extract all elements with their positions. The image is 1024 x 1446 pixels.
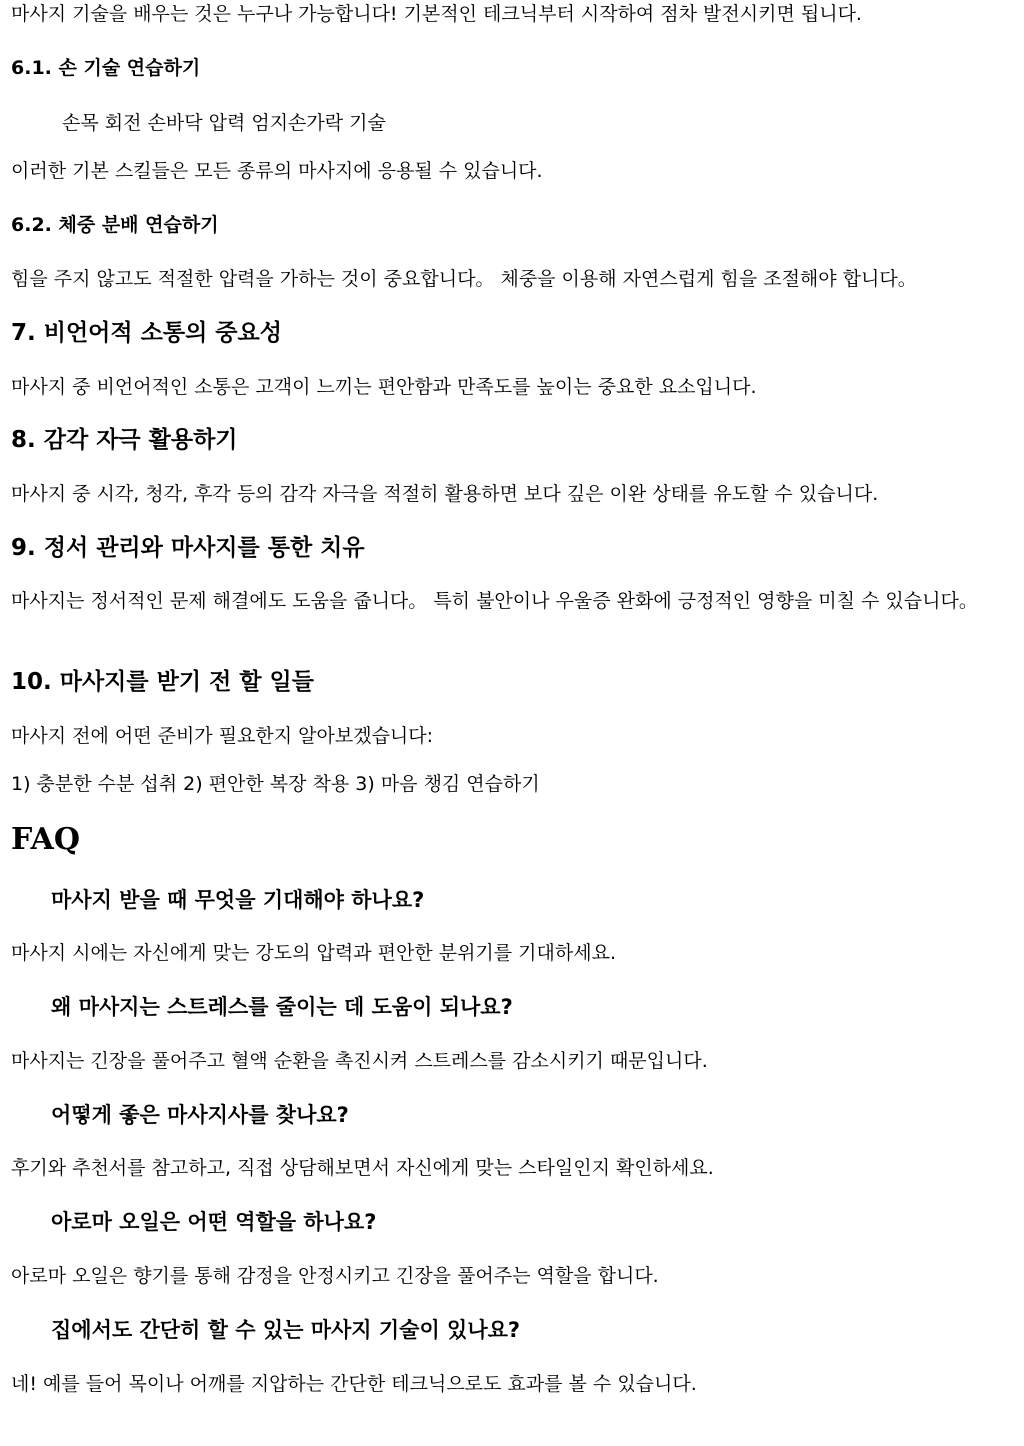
faq-answer: 아로마 오일은 향기를 통해 감정을 안정시키고 긴장을 풀어주는 역할을 합니다. [11,1265,659,1287]
section-8-paragraph: 마사지 중 시각, 청각, 후각 등의 감각 자극을 적절히 활용하면 보다 깊은 이완 상태를 유도할 수 있습니다. [11,483,879,505]
hand-skills-list: 손목 회전 손바닥 압력 엄지손가락 기술 [62,112,386,134]
section-6-1-paragraph: 이러한 기본 스킬들은 모든 종류의 마사지에 응용될 수 있습니다. [11,160,543,182]
section-7-heading: 7. 비언어적 소통의 중요성 [11,320,282,346]
faq-answer: 마사지는 긴장을 풀어주고 혈액 순환을 촉진시켜 스트레스를 감소시키기 때문입니다. [11,1050,708,1072]
section-6-2-heading: 6.2. 체중 분배 연습하기 [11,214,219,236]
intro-paragraph: 마사지 기술을 배우는 것은 누구나 가능합니다! 기본적인 테크닉부터 시작하여 점차 발전시키면 됩니다. [11,3,862,25]
section-6-2-paragraph: 힘을 주지 않고도 적절한 압력을 가하는 것이 중요합니다。 체중을 이용해 자연스럽게 힘을 조절해야 합니다。 [11,268,917,290]
faq-question: 집에서도 간단히 할 수 있는 마사지 기술이 있나요? [51,1318,521,1342]
faq-question: 왜 마사지는 스트레스를 줄이는 데 도움이 되나요? [51,995,513,1019]
section-10-heading: 10. 마사지를 받기 전 할 일들 [11,669,314,695]
faq-title: FAQ [11,822,80,857]
preparation-list: 1) 충분한 수분 섭취 2) 편안한 복장 착용 3) 마음 챙김 연습하기 [11,773,540,795]
faq-question: 어떻게 좋은 마사지사를 찾나요? [51,1103,349,1127]
faq-question: 마사지 받을 때 무엇을 기대해야 하나요? [51,888,425,912]
section-6-1-heading: 6.1. 손 기술 연습하기 [11,57,201,79]
section-7-paragraph: 마사지 중 비언어적인 소통은 고객이 느끼는 편안함과 만족도를 높이는 중요한 요소입니다. [11,376,757,398]
section-8-heading: 8. 감각 자극 활용하기 [11,427,238,453]
faq-answer: 마사지 시에는 자신에게 맞는 강도의 압력과 편안한 분위기를 기대하세요. [11,942,616,964]
faq-question: 아로마 오일은 어떤 역할을 하나요? [51,1210,377,1234]
section-9-heading: 9. 정서 관리와 마사지를 통한 치유 [11,535,365,561]
section-9-paragraph: 마사지는 정서적인 문제 해결에도 도움을 줍니다。 특히 불안이나 우울증 완화에 긍정적인 영향을 미칠 수 있습니다。 [11,590,978,612]
faq-answer: 후기와 추천서를 참고하고, 직접 상담해보면서 자신에게 맞는 스타일인지 확인하세요. [11,1157,714,1179]
section-10-paragraph: 마사지 전에 어떤 준비가 필요한지 알아보겠습니다: [11,725,434,747]
faq-answer: 네! 예를 들어 목이나 어깨를 지압하는 간단한 테크닉으로도 효과를 볼 수 있습니다. [11,1373,697,1395]
